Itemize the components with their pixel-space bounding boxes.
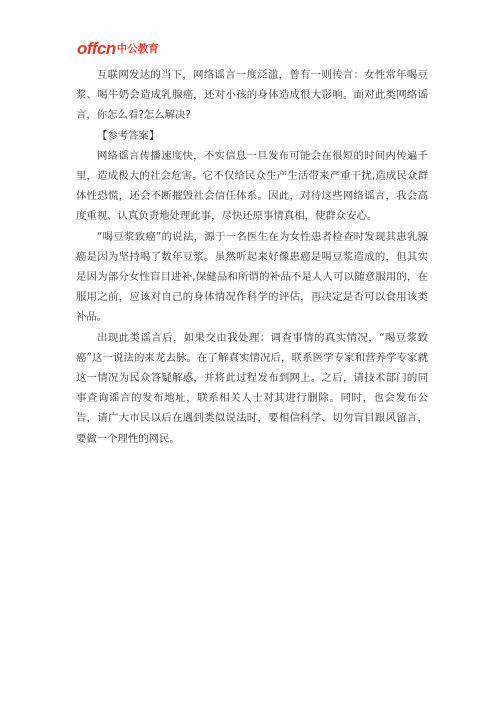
logo-mark: offcn: [77, 39, 116, 58]
question-paragraph: 互联网发达的当下，网络谣言一度泛滥，曾有一则传言：女性常年喝豆浆、喝牛奶会造成乳腺癌，还对小孩的身体造成很大影响。面对此类网络谣言，你怎么看?怎么解决?: [76, 69, 428, 122]
logo-text: 中公教育: [116, 43, 159, 55]
answer-paragraph-2: “喝豆浆致癌”的说法，源于一名医生在为女性患者检查时发现其患乳腺癌是因为坚持喝了数年豆浆。虽然听起来好像患癌是喝豆浆造成的，但其实是因为部分女性盲目进补,保健品和所谓的补品不是人人可以随意服用的，在服用之前，应该对自己的身体情况作科学的评估，再决定是否可以食用该类补品。: [76, 230, 428, 324]
answer-label: 【参考答案】: [97, 129, 160, 142]
offcn-logo: [77, 37, 159, 57]
answer-paragraph-3: 出现此类谣言后，如果交由我处理：调查事情的真实情况，“喝豆浆致癌”这一说法的来龙去脉。在了解真实情况后，联系医学专家和营养学专家就这一情况为民众答疑解惑，并将此过程发布到网上。之后，请技术部门的同事查询谣言的发布地址，联系相关人士对其进行删除。同时，也会发布公告，请广大市民以后在遇到类似说法时，要相信科学、切勿盲目跟风留言，要做一个理性的网民。: [76, 331, 428, 445]
document-body: [76, 65, 428, 449]
answer-paragraph-1: 网络谣言传播速度快，不实信息一旦发布可能会在很短的时间内传遍千里，造成极大的社会危害。它不仅给民众生产生活带来严重干扰,造成民众群体性恐慌，还会不断摧毁社会信任体系。因此，对待这些网络谣言，我会高度重视、认真负责地处理此事，尽快还原事情真相，使群众安心。: [76, 149, 428, 223]
